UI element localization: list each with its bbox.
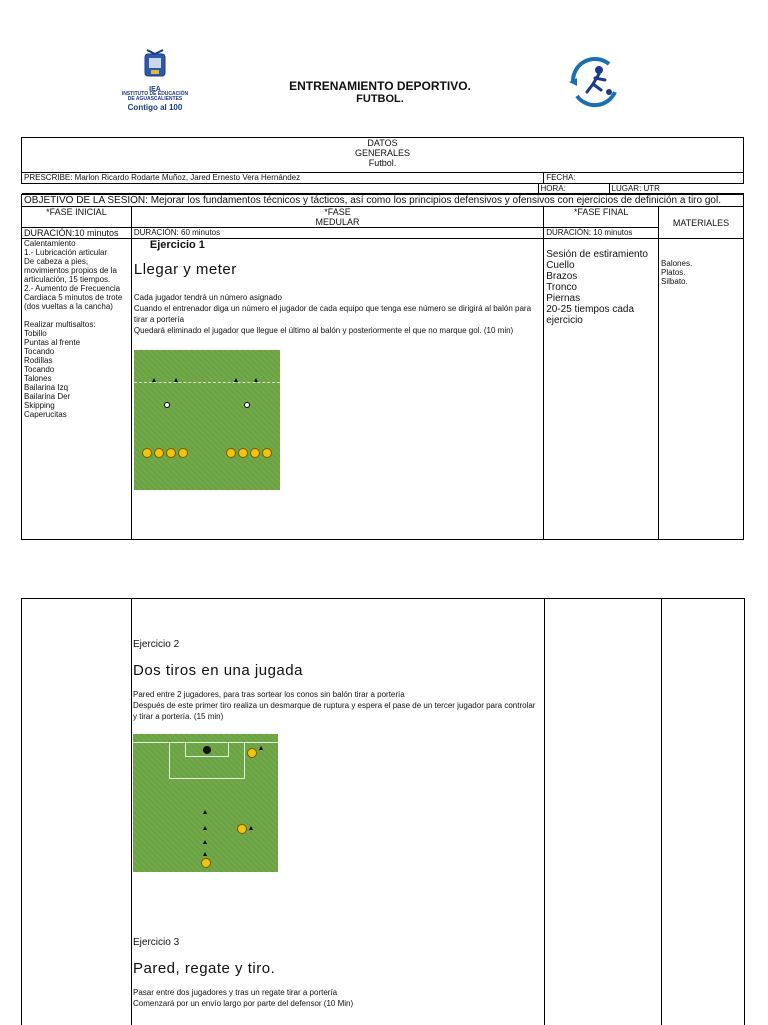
col-divider <box>131 599 132 1025</box>
inicial-line: Tocando <box>24 347 55 356</box>
ejercicio-1-name: Llegar y meter <box>133 261 237 278</box>
inicial-line: Tobillo <box>24 329 47 338</box>
logo-line-2: INSTITUTO DE EDUCACIÓN <box>121 91 189 97</box>
page-title <box>230 80 530 106</box>
cone-icon <box>203 810 207 814</box>
desc-line: Cuando el entrenador diga un número el jugador de cada equipo que tenga ese número se dirigirá al balón para tirar a portería <box>133 304 532 324</box>
materiales-header: MATERIALES <box>659 207 744 239</box>
inicial-line: De cabeza a pies, movimientos propios de la articulación, 15 tiempos. <box>24 257 117 284</box>
ejercicio-2-block <box>133 639 538 872</box>
prescribe-cell: PRESCRIBE: Marlon Ricardo Rodarte Muñoz, Jared Ernesto Vera Hernández <box>22 173 544 184</box>
ball-icon <box>178 448 188 458</box>
spacer <box>546 239 656 249</box>
final-line: Tronco <box>546 282 577 293</box>
medular-line-1: *FASE <box>324 207 351 217</box>
duracion-final: DURACIÓN: 10 minutos <box>544 228 659 239</box>
medular-line-2: MEDULAR <box>315 217 360 227</box>
duracion-medular: DURACIÓN: 60 minutos <box>131 228 543 239</box>
subtitle-line: FUTBOL. <box>356 93 404 105</box>
inicial-line: Realizar multisaltos: <box>24 320 96 329</box>
inicial-line: 1.- Lubricación articular <box>24 248 108 257</box>
datos-line-1: DATOS <box>367 138 398 148</box>
inicial-line: Rodillas <box>24 356 53 365</box>
cone-icon <box>203 840 207 844</box>
hora-cell: HORA: <box>538 184 609 194</box>
cone-icon <box>174 378 178 382</box>
cone-icon <box>249 826 253 830</box>
ball-icon <box>154 448 164 458</box>
ball-icon <box>201 858 211 868</box>
iea-logo <box>110 48 200 120</box>
desc-line: Comenzará por un envío largo por parte del defensor (10 Min) <box>133 999 354 1008</box>
inicial-line: Bailarina Izq <box>24 383 69 392</box>
desc-line: Después de este primer tiro realiza un desmarque de ruptura y espera el pase de un tercer jugador para controlar y tirar a portería. (15 min) <box>133 701 536 721</box>
ball-icon <box>238 448 248 458</box>
drill-diagram-1 <box>134 350 280 490</box>
final-line: Piernas <box>546 293 581 304</box>
desc-line: Pared entre 2 jugadores, para tras sortear los conos sin balón tirar a portería <box>133 690 405 699</box>
material-item: Silbato. <box>661 277 688 286</box>
cone-icon <box>203 826 207 830</box>
col-divider <box>661 599 662 1025</box>
datos-generales-cell <box>22 138 744 173</box>
cone-icon <box>152 378 156 382</box>
ball-icon <box>142 448 152 458</box>
cone-icon <box>234 378 238 382</box>
final-line: 20-25 tiempos cada ejercicio <box>546 304 635 326</box>
football-player-logo <box>565 52 625 112</box>
datos-line-2: GENERALES <box>354 148 411 158</box>
title-line: ENTRENAMIENTO DEPORTIVO. <box>289 79 471 93</box>
ball-icon <box>247 748 257 758</box>
desc-line: Pasar entre dos jugadores y tras un regate tirar a portería <box>133 988 338 997</box>
inicial-line: Caperucitas <box>24 410 67 419</box>
fecha-cell: FECHA: <box>544 173 744 184</box>
field-line <box>134 382 280 383</box>
ejercicio-3-desc <box>133 987 538 1009</box>
coat-of-arms-icon <box>140 48 170 82</box>
spacer <box>661 239 741 259</box>
inicial-line: 2.- Aumento de Frecuencia Cardiaca 5 minutos de trote (dos vueltas a la cancha) <box>24 284 123 311</box>
materiales-content <box>659 239 744 540</box>
logo-line-3: DE AGUASCALIENTES <box>127 96 183 102</box>
duracion-inicial: DURACIÓN:10 minutos <box>22 228 132 239</box>
cone-icon <box>259 746 263 750</box>
inicial-line: Talones <box>24 374 52 383</box>
inicial-line: Bailarina Der <box>24 392 71 401</box>
medular-content <box>131 239 543 540</box>
ball-icon <box>226 448 236 458</box>
ball-icon <box>250 448 260 458</box>
ejercicio-2-desc <box>133 689 538 722</box>
player-marker-icon <box>244 402 250 408</box>
ejercicio-1-desc <box>134 292 541 336</box>
logo-line-4: Contigo al 100 <box>127 103 183 112</box>
inicial-line: Puntas al frente <box>24 338 81 347</box>
player-marker-icon <box>164 402 170 408</box>
objetivo-cell: OBJETIVO DE LA SESIÓN: Mejorar los fundamentos técnicos y tácticos, así como los principios defensivos y ofensivos con ejercicios de definición a tiro gol. <box>22 195 744 207</box>
blank-cell <box>22 184 539 194</box>
session-table <box>21 137 744 540</box>
ball-icon <box>237 824 247 834</box>
final-line: Sesión de estiramiento <box>546 249 648 260</box>
logo-line-1: IEA <box>149 86 161 93</box>
goal-line <box>133 742 278 743</box>
ball-icon <box>166 448 176 458</box>
inicial-content <box>22 239 132 540</box>
final-content <box>544 239 659 540</box>
desc-line: Cada jugador tendrá un número asignado <box>133 293 282 302</box>
ejercicio-1-label: Ejercicio 1 <box>149 239 205 251</box>
ejercicio-2-label: Ejercicio 2 <box>133 639 180 650</box>
fase-inicial-header: *FASE INICIAL <box>22 207 132 228</box>
player-kicking-icon <box>565 52 625 112</box>
ejercicio-3-block <box>133 937 538 1009</box>
drill-diagram-2 <box>133 734 278 872</box>
datos-line-3: Futbol. <box>368 158 397 168</box>
lugar-cell: LUGAR: UTR <box>609 184 744 194</box>
ejercicio-3-name: Pared, regate y tiro. <box>133 960 276 977</box>
inicial-line: Tocando <box>24 365 55 374</box>
inicial-line: Calentamiento <box>24 239 76 248</box>
final-line: Brazos <box>546 271 578 282</box>
ejercicio-2-name: Dos tiros en una jugada <box>133 662 303 679</box>
continuation-table <box>21 598 745 1025</box>
material-item: Balones. <box>661 259 693 268</box>
fase-final-header: *FASE FINAL <box>544 207 659 228</box>
desc-line: Quedará eliminado el jugador que llegue el último al balón y posteriormente el que no marque gol. (10 min) <box>133 326 514 335</box>
ejercicio-3-label: Ejercicio 3 <box>133 937 180 948</box>
cone-icon <box>254 378 258 382</box>
fase-medular-header <box>131 207 543 228</box>
ball-icon <box>262 448 272 458</box>
goalkeeper-icon <box>203 746 211 754</box>
final-line: Cuello <box>546 260 575 271</box>
cone-icon <box>203 852 207 856</box>
spacer <box>24 311 129 320</box>
inicial-line: Skipping <box>24 401 55 410</box>
material-item: Platos. <box>661 268 686 277</box>
col-divider <box>544 599 545 1025</box>
